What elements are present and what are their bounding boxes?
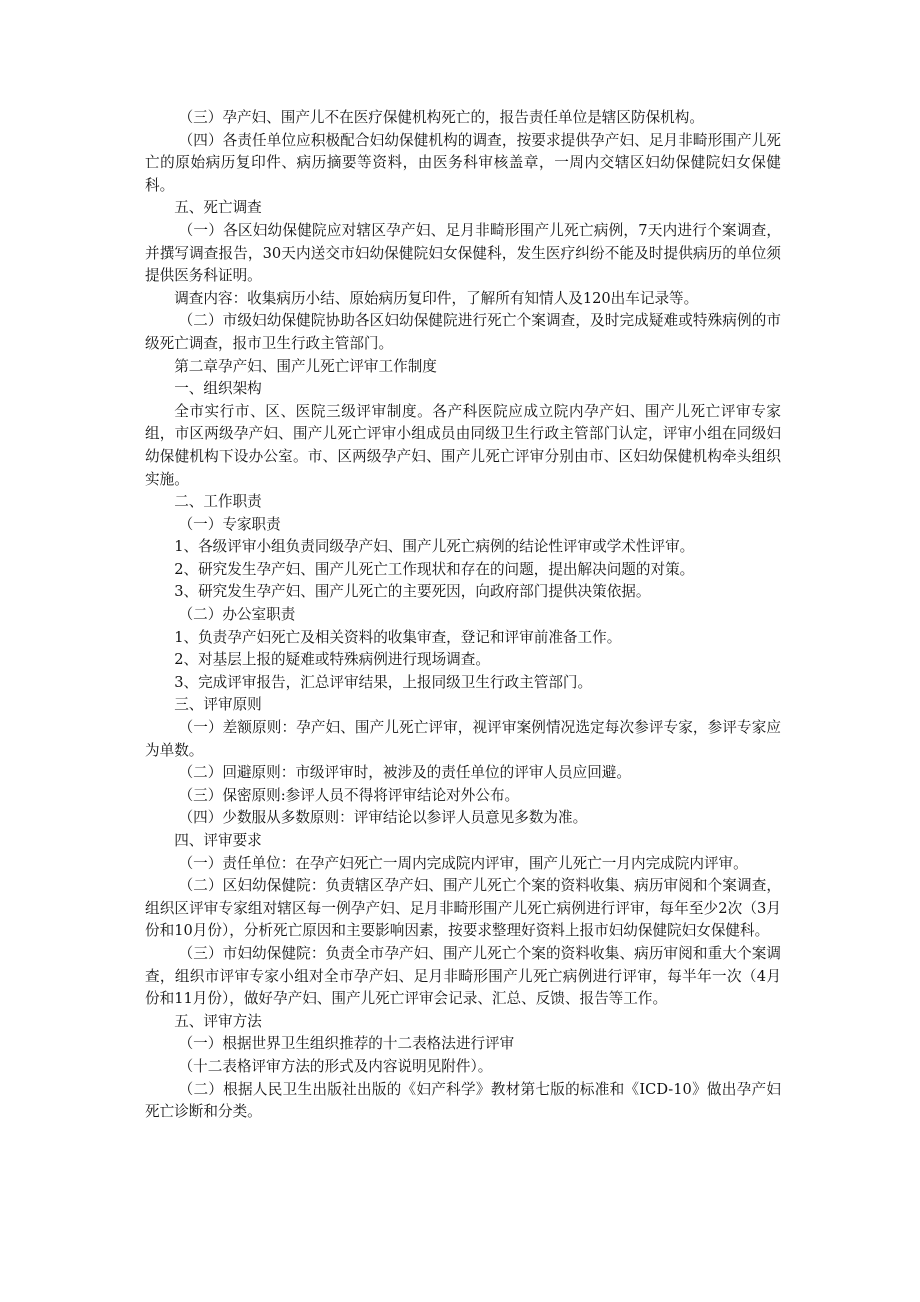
paragraph: 二、工作职责 [174, 493, 262, 511]
paragraph: 五、死亡调查 [174, 199, 262, 217]
paragraph: 2、研究发生孕产妇、围产儿死亡工作现状和存在的问题，提出解决问题的对策。 [174, 560, 695, 578]
paragraph: 1、负责孕产妇死亡及相关资料的收集审查，登记和评审前准备工作。 [174, 628, 622, 646]
paragraph: （三）孕产妇、围产儿不在医疗保健机构死亡的，报告责任单位是辖区防保机构。 [178, 109, 704, 126]
paragraph: 第二章孕产妇、围产儿死亡评审工作制度 [174, 357, 437, 375]
paragraph: 3、研究发生孕产妇、围产儿死亡的主要死因，向政府部门提供决策依据。 [174, 583, 651, 601]
paragraph: （二）区妇幼保健院：负责辖区孕产妇、围产儿死亡个案的资料收集、病历审阅和个案调查，组织区评审专家组对辖区每一例孕产妇、足月非畸形围产儿死亡病例进行评审，每年至少2次（3月份和10月份），分析死亡原因和主要影响因素，按要求整理好资料上报市妇幼保健院妇女保健科。 [145, 877, 781, 940]
paragraph: （四）少数服从多数原则：评审结论以参评人员意见多数为准。 [178, 809, 588, 827]
paragraph: 五、评审方法 [174, 1012, 262, 1030]
paragraph: （二）回避原则：市级评审时，被涉及的责任单位的评审人员应回避。 [178, 764, 631, 782]
paragraph: 三、评审原则 [174, 696, 262, 714]
paragraph: 一、组织架构 [174, 380, 262, 398]
paragraph: 全市实行市、区、医院三级评审制度。各产科医院应成立院内孕产妇、围产儿死亡评审专家组，市区两级孕产妇、围产儿死亡评审小组成员由同级卫生行政主管部门认定，评审小组在同级妇幼保健机构下设办公室。市、区两级孕产妇、围产儿死亡评审分别由市、区妇幼保健机构牵头组织实施。 [145, 402, 781, 488]
paragraph: （十二表格评审方法的形式及内容说明见附件）。 [178, 1057, 493, 1075]
paragraph: （二）办公室职责 [178, 606, 296, 624]
paragraph: （一）责任单位：在孕产妇死亡一周内完成院内评审，围产儿死亡一月内完成院内评审。 [178, 854, 748, 872]
paragraph: 四、评审要求 [174, 832, 262, 849]
document-page [145, 107, 781, 1124]
paragraph: 3、完成评审报告，汇总评审结果，上报同级卫生行政主管部门。 [174, 673, 593, 691]
paragraph: （三）保密原则:参评人员不得将评审结论对外公布。 [178, 786, 520, 804]
paragraph: 2、对基层上报的疑难或特殊病例进行现场调查。 [174, 651, 490, 669]
paragraph: （一）差额原则：孕产妇、围产儿死亡评审，视评审案例情况选定每次参评专家，参评专家应为单数。 [145, 719, 781, 759]
paragraph: （二）根据人民卫生出版社出版的《妇产科学》教材第七版的标准和《ICD-10》做出孕产妇死亡诊断和分类。 [145, 1080, 781, 1121]
paragraph: （二）市级妇幼保健院协助各区妇幼保健院进行死亡个案调查，及时完成疑难或特殊病例的市级死亡调查，报市卫生行政主管部门。 [145, 312, 781, 352]
paragraph: 调查内容：收集病历小结、原始病历复印件，了解所有知情人及120出车记录等。 [174, 289, 699, 307]
paragraph: （四）各责任单位应积极配合妇幼保健机构的调查，按要求提供孕产妇、足月非畸形围产儿死亡的原始病历复印件、病历摘要等资料，由医务科审核盖章，一周内交辖区妇幼保健院妇女保健科。 [145, 131, 781, 194]
paragraph: （一）根据世界卫生组织推荐的十二表格法进行评审 [178, 1035, 515, 1053]
paragraph: （一）各区妇幼保健院应对辖区孕产妇、足月非畸形围产儿死亡病例，7天内进行个案调查，并撰写调查报告，30天内送交市妇幼保健院妇女保健科，发生医疗纠纷不能及时提供病历的单位须提供医务科证明。 [145, 221, 781, 285]
paragraph: （三）市妇幼保健院：负责全市孕产妇、围产儿死亡个案的资料收集、病历审阅和重大个案调查，组织市评审专家小组对全市孕产妇、足月非畸形围产儿死亡病例进行评审，每半年一次（4月份和11月份），做好孕产妇、围产儿死亡评审会记录、汇总、反馈、报告等工作。 [145, 944, 781, 1008]
paragraph: 1、各级评审小组负责同级孕产妇、围产儿死亡病例的结论性评审或学术性评审。 [174, 538, 695, 556]
paragraph: （一）专家职责 [178, 515, 281, 533]
